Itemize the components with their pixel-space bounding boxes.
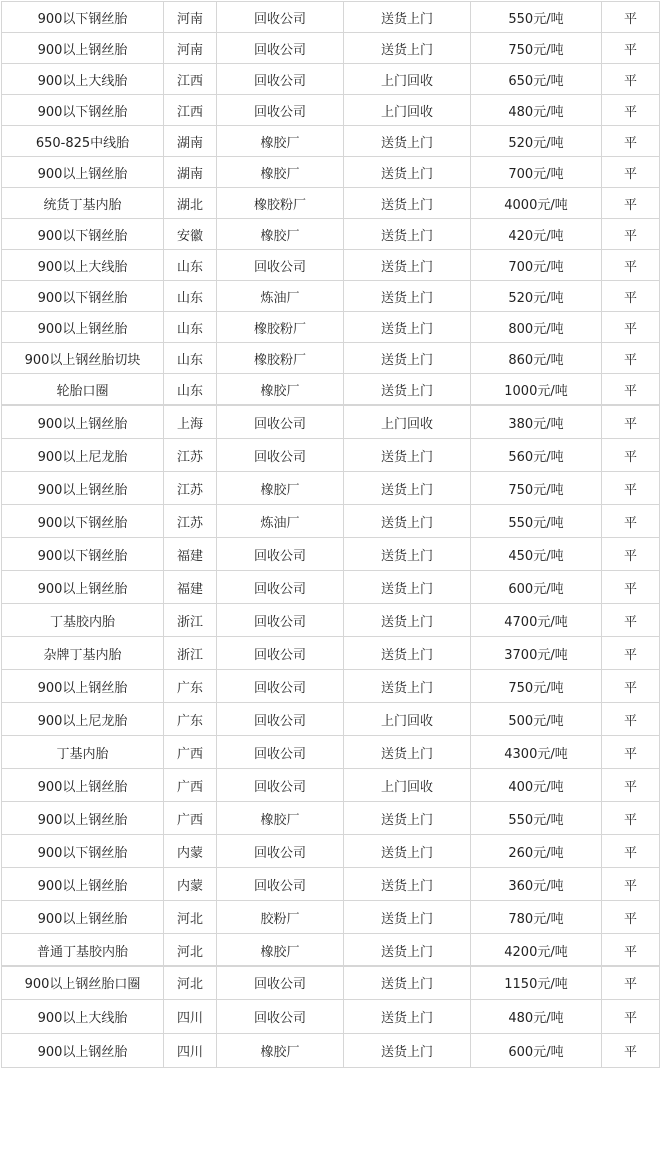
delivery-cell: 送货上门 [344,1034,471,1068]
buyer-cell: 回收公司 [217,868,344,901]
trend-cell: 平 [602,188,660,219]
buyer-cell: 回收公司 [217,670,344,703]
price-cell: 4700元/吨 [471,604,602,637]
buyer-cell: 橡胶粉厂 [217,312,344,343]
trend-cell: 平 [602,2,660,33]
delivery-cell: 送货上门 [344,2,471,33]
region-cell: 广东 [164,670,217,703]
price-cell: 600元/吨 [471,571,602,604]
delivery-cell: 送货上门 [344,835,471,868]
price-cell: 650元/吨 [471,64,602,95]
delivery-cell: 送货上门 [344,538,471,571]
table-row [2,343,660,374]
price-cell: 860元/吨 [471,343,602,374]
delivery-cell: 送货上门 [344,802,471,835]
price-table-section-2 [1,405,660,967]
price-cell: 3700元/吨 [471,637,602,670]
table-row [2,2,660,33]
table-row [2,604,660,637]
region-cell: 河北 [164,966,217,1000]
product-cell: 900以上钢丝胎 [2,33,164,64]
product-cell: 900以下钢丝胎 [2,281,164,312]
region-cell: 江西 [164,64,217,95]
product-cell: 丁基胶内胎 [2,604,164,637]
table-row [2,126,660,157]
product-cell: 650-825中线胎 [2,126,164,157]
delivery-cell: 送货上门 [344,343,471,374]
region-cell: 四川 [164,1034,217,1068]
trend-cell: 平 [602,439,660,472]
buyer-cell: 橡胶厂 [217,1034,344,1068]
product-cell: 900以上尼龙胎 [2,703,164,736]
delivery-cell: 送货上门 [344,312,471,343]
buyer-cell: 回收公司 [217,1000,344,1034]
price-cell: 380元/吨 [471,406,602,439]
delivery-cell: 送货上门 [344,966,471,1000]
delivery-cell: 上门回收 [344,769,471,802]
buyer-cell: 炼油厂 [217,505,344,538]
delivery-cell: 送货上门 [344,571,471,604]
price-cell: 1000元/吨 [471,374,602,405]
table-row [2,157,660,188]
table-row [2,64,660,95]
region-cell: 安徽 [164,219,217,250]
price-cell: 700元/吨 [471,250,602,281]
price-cell: 480元/吨 [471,1000,602,1034]
delivery-cell: 送货上门 [344,868,471,901]
region-cell: 广西 [164,802,217,835]
delivery-cell: 上门回收 [344,95,471,126]
product-cell: 900以上钢丝胎口圈 [2,966,164,1000]
delivery-cell: 送货上门 [344,157,471,188]
product-cell: 900以下钢丝胎 [2,835,164,868]
table-row [2,505,660,538]
product-cell: 900以上大线胎 [2,250,164,281]
buyer-cell: 橡胶粉厂 [217,188,344,219]
buyer-cell: 橡胶厂 [217,472,344,505]
product-cell: 900以上钢丝胎 [2,802,164,835]
product-cell: 轮胎口圈 [2,374,164,405]
table-row [2,901,660,934]
trend-cell: 平 [602,604,660,637]
table-row [2,1000,660,1034]
buyer-cell: 回收公司 [217,966,344,1000]
trend-cell: 平 [602,802,660,835]
product-cell: 900以上钢丝胎切块 [2,343,164,374]
delivery-cell: 送货上门 [344,637,471,670]
buyer-cell: 橡胶厂 [217,374,344,405]
table-row [2,281,660,312]
buyer-cell: 橡胶厂 [217,219,344,250]
delivery-cell: 送货上门 [344,126,471,157]
buyer-cell: 回收公司 [217,95,344,126]
delivery-cell: 送货上门 [344,472,471,505]
table-row [2,966,660,1000]
table-row [2,736,660,769]
table-row [2,33,660,64]
table-row [2,637,660,670]
trend-cell: 平 [602,343,660,374]
region-cell: 江苏 [164,505,217,538]
price-cell: 4000元/吨 [471,188,602,219]
product-cell: 900以下钢丝胎 [2,2,164,33]
delivery-cell: 上门回收 [344,406,471,439]
region-cell: 福建 [164,538,217,571]
buyer-cell: 回收公司 [217,2,344,33]
region-cell: 河北 [164,901,217,934]
product-cell: 900以上钢丝胎 [2,769,164,802]
price-cell: 4300元/吨 [471,736,602,769]
table-row [2,835,660,868]
product-cell: 900以上钢丝胎 [2,868,164,901]
buyer-cell: 回收公司 [217,406,344,439]
region-cell: 浙江 [164,637,217,670]
price-cell: 800元/吨 [471,312,602,343]
trend-cell: 平 [602,835,660,868]
product-cell: 杂牌丁基内胎 [2,637,164,670]
region-cell: 湖南 [164,157,217,188]
region-cell: 山东 [164,374,217,405]
region-cell: 湖北 [164,188,217,219]
price-cell: 480元/吨 [471,95,602,126]
trend-cell: 平 [602,703,660,736]
buyer-cell: 回收公司 [217,769,344,802]
trend-cell: 平 [602,374,660,405]
price-cell: 750元/吨 [471,670,602,703]
region-cell: 江苏 [164,439,217,472]
price-cell: 560元/吨 [471,439,602,472]
trend-cell: 平 [602,126,660,157]
trend-cell: 平 [602,736,660,769]
product-cell: 900以上钢丝胎 [2,312,164,343]
region-cell: 江苏 [164,472,217,505]
region-cell: 江西 [164,95,217,126]
trend-cell: 平 [602,934,660,967]
region-cell: 浙江 [164,604,217,637]
buyer-cell: 回收公司 [217,250,344,281]
buyer-cell: 回收公司 [217,439,344,472]
price-cell: 550元/吨 [471,2,602,33]
product-cell: 900以上钢丝胎 [2,901,164,934]
trend-cell: 平 [602,64,660,95]
region-cell: 福建 [164,571,217,604]
delivery-cell: 送货上门 [344,250,471,281]
table-row [2,406,660,439]
delivery-cell: 送货上门 [344,604,471,637]
region-cell: 湖南 [164,126,217,157]
price-cell: 1150元/吨 [471,966,602,1000]
buyer-cell: 回收公司 [217,571,344,604]
product-cell: 900以上大线胎 [2,1000,164,1034]
product-cell: 900以上钢丝胎 [2,1034,164,1068]
price-cell: 550元/吨 [471,505,602,538]
trend-cell: 平 [602,868,660,901]
buyer-cell: 橡胶厂 [217,934,344,967]
price-cell: 450元/吨 [471,538,602,571]
table-row [2,571,660,604]
table-row [2,703,660,736]
buyer-cell: 炼油厂 [217,281,344,312]
table-row [2,670,660,703]
product-cell: 统货丁基内胎 [2,188,164,219]
price-table-section-1 [1,1,660,405]
trend-cell: 平 [602,281,660,312]
region-cell: 山东 [164,343,217,374]
buyer-cell: 橡胶厂 [217,802,344,835]
region-cell: 河南 [164,33,217,64]
delivery-cell: 送货上门 [344,439,471,472]
buyer-cell: 回收公司 [217,736,344,769]
product-cell: 900以上大线胎 [2,64,164,95]
table-row [2,219,660,250]
trend-cell: 平 [602,33,660,64]
region-cell: 山东 [164,312,217,343]
delivery-cell: 送货上门 [344,670,471,703]
buyer-cell: 胶粉厂 [217,901,344,934]
trend-cell: 平 [602,505,660,538]
buyer-cell: 回收公司 [217,538,344,571]
delivery-cell: 上门回收 [344,703,471,736]
price-cell: 420元/吨 [471,219,602,250]
product-cell: 900以下钢丝胎 [2,219,164,250]
price-cell: 750元/吨 [471,33,602,64]
product-cell: 900以上钢丝胎 [2,670,164,703]
delivery-cell: 送货上门 [344,281,471,312]
delivery-cell: 送货上门 [344,33,471,64]
product-cell: 900以上钢丝胎 [2,157,164,188]
price-cell: 520元/吨 [471,281,602,312]
trend-cell: 平 [602,637,660,670]
table-row [2,934,660,967]
buyer-cell: 回收公司 [217,637,344,670]
price-cell: 700元/吨 [471,157,602,188]
region-cell: 山东 [164,250,217,281]
buyer-cell: 回收公司 [217,703,344,736]
product-cell: 普通丁基胶内胎 [2,934,164,967]
delivery-cell: 送货上门 [344,374,471,405]
price-cell: 360元/吨 [471,868,602,901]
delivery-cell: 送货上门 [344,219,471,250]
product-cell: 900以上钢丝胎 [2,472,164,505]
region-cell: 内蒙 [164,835,217,868]
price-cell: 260元/吨 [471,835,602,868]
trend-cell: 平 [602,219,660,250]
product-cell: 900以上尼龙胎 [2,439,164,472]
delivery-cell: 上门回收 [344,64,471,95]
buyer-cell: 回收公司 [217,33,344,64]
price-cell: 600元/吨 [471,1034,602,1068]
trend-cell: 平 [602,670,660,703]
table-row [2,312,660,343]
table-row [2,472,660,505]
table-row [2,95,660,126]
table-row [2,1034,660,1068]
delivery-cell: 送货上门 [344,188,471,219]
product-cell: 900以上钢丝胎 [2,406,164,439]
price-cell: 550元/吨 [471,802,602,835]
price-cell: 750元/吨 [471,472,602,505]
trend-cell: 平 [602,157,660,188]
trend-cell: 平 [602,901,660,934]
buyer-cell: 橡胶厂 [217,126,344,157]
price-cell: 780元/吨 [471,901,602,934]
table-row [2,250,660,281]
table-row [2,439,660,472]
product-cell: 900以下钢丝胎 [2,505,164,538]
region-cell: 河南 [164,2,217,33]
delivery-cell: 送货上门 [344,505,471,538]
delivery-cell: 送货上门 [344,934,471,967]
table-row [2,374,660,405]
trend-cell: 平 [602,95,660,126]
region-cell: 河北 [164,934,217,967]
trend-cell: 平 [602,250,660,281]
buyer-cell: 回收公司 [217,604,344,637]
delivery-cell: 送货上门 [344,901,471,934]
trend-cell: 平 [602,406,660,439]
region-cell: 上海 [164,406,217,439]
trend-cell: 平 [602,538,660,571]
price-cell: 4200元/吨 [471,934,602,967]
trend-cell: 平 [602,1000,660,1034]
trend-cell: 平 [602,1034,660,1068]
trend-cell: 平 [602,966,660,1000]
table-row [2,802,660,835]
price-cell: 500元/吨 [471,703,602,736]
trend-cell: 平 [602,571,660,604]
price-cell: 400元/吨 [471,769,602,802]
table-row [2,769,660,802]
buyer-cell: 橡胶粉厂 [217,343,344,374]
product-cell: 丁基内胎 [2,736,164,769]
table-row [2,538,660,571]
buyer-cell: 回收公司 [217,835,344,868]
trend-cell: 平 [602,312,660,343]
region-cell: 广西 [164,769,217,802]
region-cell: 广东 [164,703,217,736]
table-row [2,868,660,901]
region-cell: 山东 [164,281,217,312]
delivery-cell: 送货上门 [344,736,471,769]
region-cell: 四川 [164,1000,217,1034]
delivery-cell: 送货上门 [344,1000,471,1034]
buyer-cell: 回收公司 [217,64,344,95]
product-cell: 900以上钢丝胎 [2,571,164,604]
buyer-cell: 橡胶厂 [217,157,344,188]
trend-cell: 平 [602,472,660,505]
product-cell: 900以下钢丝胎 [2,538,164,571]
region-cell: 内蒙 [164,868,217,901]
trend-cell: 平 [602,769,660,802]
product-cell: 900以下钢丝胎 [2,95,164,126]
price-table-section-3 [1,965,660,1068]
price-cell: 520元/吨 [471,126,602,157]
region-cell: 广西 [164,736,217,769]
table-row [2,188,660,219]
